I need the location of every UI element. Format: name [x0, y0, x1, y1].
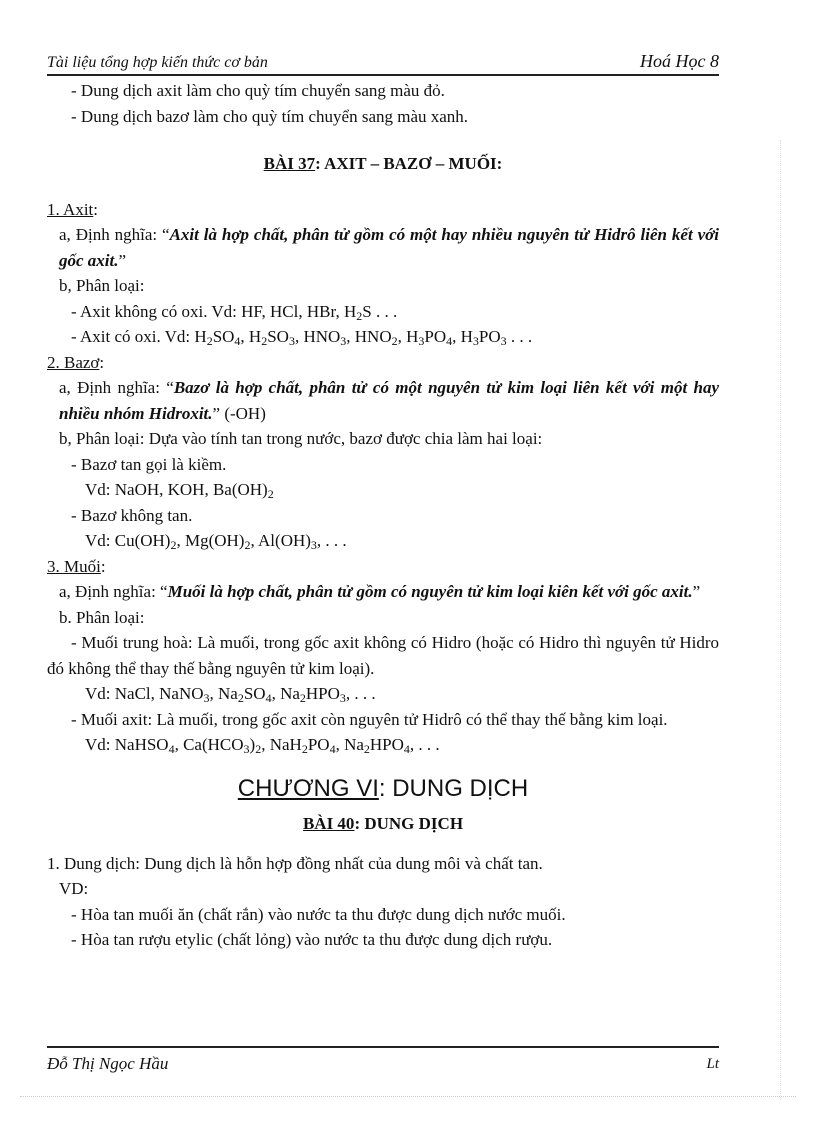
page-header	[47, 50, 719, 76]
muoi-acid-example: Vd: NaHSO$_4$, $Ca(HCO_3)_2$, $NaH_2PO_4$, $Na_2HPO_4$, . . .	[85, 735, 440, 756]
muoi-neutral: - Muối trung hoà: Là muối, trong gốc axit không có Hidro (hoặc có Hidro thì nguyên tử Hidro đó không thể thay thế bằng nguyên tử kim loại).	[47, 633, 719, 678]
section-axit-heading: 1. Axit:	[47, 199, 99, 219]
chapter-6-title: CHƯƠNG VI: DUNG DỊCH	[237, 774, 529, 802]
muoi-definition: a, Định nghĩa: “Muối là hợp chất, phân tử gồm có nguyên tử kim loại kiên kết với gốc axit.”	[59, 582, 701, 601]
axit-no-oxygen: - Axit không có oxi. Vd: HF, HCl, HBr, $H_2S$ . . .	[71, 301, 398, 323]
page-footer	[47, 1046, 719, 1078]
bottom-dotted-divider	[20, 1096, 796, 1097]
top-line-1: - Dung dịch axit làm cho quỳ tím chuyển sang màu đỏ.	[71, 81, 445, 100]
lesson-37-title: BÀI 37: AXIT – BAZƠ – MUỐI:	[263, 154, 503, 173]
bazo-insoluble: - Bazơ không tan.	[71, 505, 193, 525]
muoi-neutral-example: Vd: NaCl, NaNO$_3$, $Na_2SO_4$, $Na_2HPO_3$, . . .	[85, 684, 376, 705]
muoi-classification: b. Phân loại:	[59, 607, 145, 627]
solution-example-2: - Hòa tan rượu etylic (chất lỏng) vào nước ta thu được dung dịch rượu.	[71, 930, 553, 949]
solution-definition: 1. Dung dịch: Dung dịch là hỗn hợp đồng nhất của dung môi và chất tan.	[47, 853, 543, 873]
axit-with-oxygen: - Axit có oxi. Vd: $H_2SO_4$, $H_2SO_3$, $HNO_3$, $HNO_2$, $H_3PO_4$, $H_3PO_3$ . . .	[71, 327, 533, 348]
axit-classification: b, Phân loại:	[59, 276, 145, 295]
footer-author: Đỗ Thị Ngọc Hầu	[47, 1054, 169, 1073]
header-subject: Hoá Học 8	[640, 51, 719, 71]
top-line-2: - Dung dịch bazơ làm cho quỳ tím chuyển sang màu xanh.	[71, 106, 469, 126]
solution-vd-label: VD:	[59, 879, 89, 898]
section-bazo-heading: 2. Bazơ:	[47, 352, 105, 372]
right-dotted-divider	[780, 140, 781, 1100]
page-body	[47, 78, 719, 953]
muoi-acid: - Muối axit: Là muối, trong gốc axit còn nguyên tử Hidrô có thể thay thế bằng kim loại.	[71, 709, 668, 729]
solution-example-1: - Hòa tan muối ăn (chất rắn) vào nước ta thu được dung dịch nước muối.	[71, 904, 566, 924]
lesson-40-title: BÀI 40: DUNG DỊCH	[302, 814, 464, 833]
footer-page-mark: Lt	[706, 1056, 719, 1072]
axit-definition: a, Định nghĩa: “Axit là hợp chất, phân tử gồm có một hay nhiều nguyên tử Hidrô liên kết với gốc axit.”	[59, 225, 719, 270]
section-muoi-heading: 3. Muối:	[47, 556, 106, 576]
bazo-definition: a, Định nghĩa: “Bazơ là hợp chất, phân tử có một nguyên tử kim loại liên kết với một hay nhiều nhóm Hidroxit.” (-OH)	[59, 378, 719, 423]
bazo-classification: b, Phân loại: Dựa vào tính tan trong nước, bazơ được chia làm hai loại:	[59, 429, 543, 448]
header-doc-title: Tài liệu tổng hợp kiến thức cơ bản	[47, 54, 268, 71]
bazo-soluble-example: Vd: NaOH, KOH, $Ba(OH)_2$	[85, 480, 274, 501]
bazo-insoluble-example: Vd: $Cu(OH)_2$, $Mg(OH)_2$, $Al(OH)_3$, . . .	[85, 531, 347, 552]
bazo-soluble: - Bazơ tan gọi là kiềm.	[71, 454, 227, 474]
